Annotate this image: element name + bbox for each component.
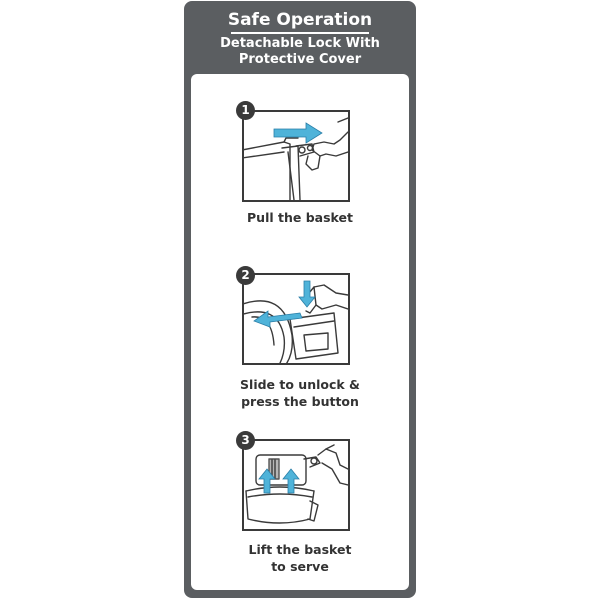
subtitle-line-2: Protective Cover [238, 52, 362, 67]
instruction-panel [184, 1, 416, 598]
step-caption-line: Pull the basket [247, 210, 353, 225]
step-caption [191, 376, 409, 410]
step-caption-line-1: Slide to unlock & [240, 377, 360, 392]
step-caption-line-1: Lift the basket [248, 542, 352, 557]
step-badge: 3 [236, 431, 255, 450]
title-underline [231, 32, 369, 34]
step-2 [191, 262, 409, 422]
step-caption-line-2: to serve [271, 559, 329, 574]
panel-subtitle [184, 36, 416, 68]
step-caption [191, 209, 409, 226]
step-badge: 1 [236, 101, 255, 120]
panel-title: Safe Operation [227, 10, 373, 30]
step-badge: 2 [236, 266, 255, 285]
slide-unlock-icon [242, 273, 350, 365]
step-caption [191, 541, 409, 575]
subtitle-line-1: Detachable Lock With [220, 36, 380, 51]
step-3 [191, 428, 409, 588]
steps-card [191, 74, 409, 590]
pull-basket-icon [242, 110, 350, 202]
lift-basket-icon [242, 439, 350, 531]
step-1 [191, 96, 409, 236]
step-caption-line-2: press the button [241, 394, 359, 409]
